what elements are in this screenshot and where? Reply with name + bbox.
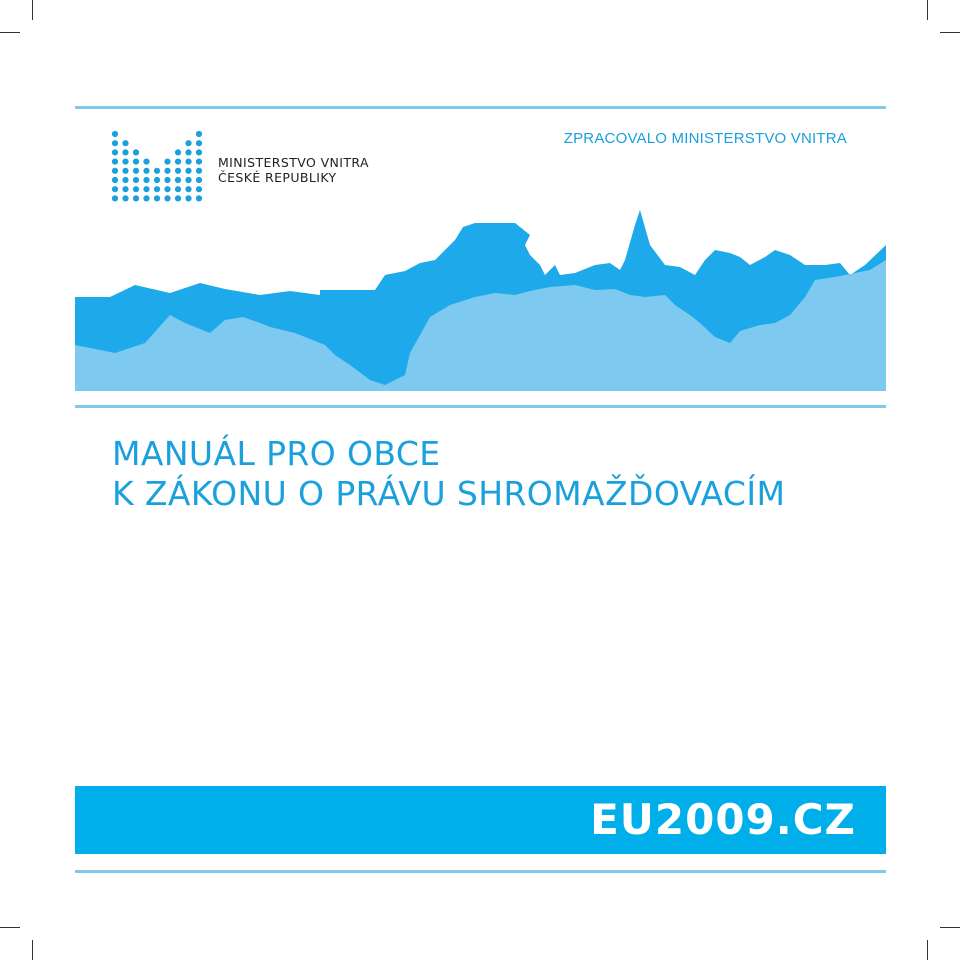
logo-dot — [164, 195, 170, 201]
logo-dot — [143, 177, 149, 183]
top-rule — [75, 106, 886, 109]
logo-dot — [185, 186, 191, 192]
ministry-name-line2: ČESKÉ REPUBLIKY — [218, 170, 337, 185]
logo-dot — [164, 159, 170, 165]
logo-dot — [164, 168, 170, 174]
ministry-name — [218, 155, 369, 185]
logo-dot — [154, 186, 160, 192]
logo-dot — [185, 149, 191, 155]
logo-dot — [196, 168, 202, 174]
ministry-name-line1: MINISTERSTVO VNITRA — [218, 155, 369, 170]
town-skyline-illustration — [75, 205, 886, 391]
logo-dot — [175, 159, 181, 165]
logo-dot — [122, 186, 128, 192]
logo-dot — [122, 177, 128, 183]
logo-dot — [175, 177, 181, 183]
logo-dot — [122, 159, 128, 165]
logo-dot — [133, 195, 139, 201]
logo-dot — [175, 195, 181, 201]
logo-dot — [175, 168, 181, 174]
eu-presidency-logo: EU2009.CZ — [590, 795, 856, 844]
skyline-rule — [75, 405, 886, 408]
logo-dot — [196, 140, 202, 146]
byline: ZPRACOVALO MINISTERSTVO VNITRA — [563, 130, 847, 147]
title-line2: K ZÁKONU O PRÁVU SHROMAŽĎOVACÍM — [112, 474, 786, 513]
logo-dot — [196, 131, 202, 137]
logo-dot — [196, 149, 202, 155]
logo-dot — [122, 168, 128, 174]
logo-dot — [185, 140, 191, 146]
logo-dot — [112, 159, 118, 165]
logo-dot — [185, 168, 191, 174]
logo-dot — [112, 149, 118, 155]
logo-dot — [154, 168, 160, 174]
crop-mark — [32, 0, 33, 20]
crop-mark — [940, 32, 960, 33]
crop-mark — [0, 32, 20, 33]
logo-dot — [133, 177, 139, 183]
crop-mark — [0, 927, 20, 928]
logo-dot — [122, 140, 128, 146]
logo-dot — [196, 186, 202, 192]
logo-dot — [143, 159, 149, 165]
logo-dot — [175, 186, 181, 192]
logo-dot — [112, 168, 118, 174]
logo-dot — [112, 177, 118, 183]
brand-band — [75, 786, 886, 854]
logo-dot — [122, 195, 128, 201]
crop-mark — [940, 927, 960, 928]
logo-dot — [143, 168, 149, 174]
ministry-logo — [110, 130, 205, 202]
document-title — [112, 434, 785, 514]
logo-dot — [196, 159, 202, 165]
logo-dot — [154, 177, 160, 183]
crop-mark — [927, 940, 928, 960]
logo-dot — [164, 186, 170, 192]
crop-mark — [927, 0, 928, 20]
logo-dot — [133, 168, 139, 174]
crop-mark — [32, 940, 33, 960]
logo-dot — [154, 195, 160, 201]
logo-dot — [112, 195, 118, 201]
logo-dot — [133, 149, 139, 155]
bottom-rule — [75, 870, 886, 873]
logo-dot — [164, 177, 170, 183]
logo-dot — [185, 159, 191, 165]
logo-dot — [122, 149, 128, 155]
logo-dot — [196, 177, 202, 183]
title-line1: MANUÁL PRO OBCE — [112, 434, 441, 473]
logo-dot — [185, 177, 191, 183]
logo-dot — [143, 195, 149, 201]
logo-dot — [175, 149, 181, 155]
logo-dot — [185, 195, 191, 201]
logo-dot — [196, 195, 202, 201]
logo-dot — [112, 140, 118, 146]
logo-dot — [133, 186, 139, 192]
logo-dot — [112, 131, 118, 137]
logo-dot — [112, 186, 118, 192]
logo-dot — [143, 186, 149, 192]
logo-dot — [133, 159, 139, 165]
